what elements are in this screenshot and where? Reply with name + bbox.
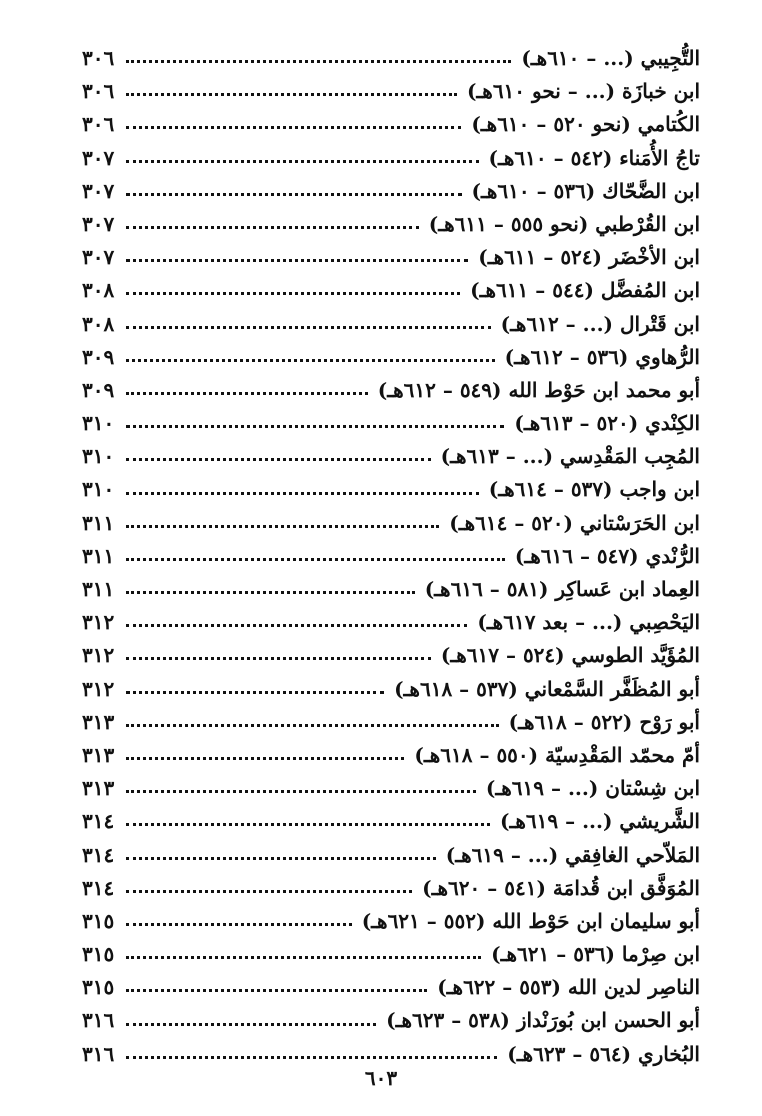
dot-leader xyxy=(126,1056,497,1059)
entry-page-number: ٣١٤ xyxy=(82,842,115,867)
entry-title: المُوَفَّق ابن قُدامَة (٥٤١ – ٦٢٠هـ) xyxy=(422,875,700,900)
entry-title: الكِنْدي (٥٢٠ – ٦١٣هـ) xyxy=(514,411,700,436)
toc-entry xyxy=(82,108,700,141)
entry-page-number: ٣١٦ xyxy=(82,1008,115,1033)
toc-entry xyxy=(82,175,700,208)
dot-leader xyxy=(126,525,439,528)
entry-title: أبو الحسن ابن بُورَنْداز (٥٣٨ – ٦٢٣هـ) xyxy=(386,1008,700,1033)
entry-title: ابن الحَرَسْتاني (٥٢٠ – ٦١٤هـ) xyxy=(449,510,700,535)
entry-page-number: ٣٠٩ xyxy=(82,377,115,402)
entry-title: الكُتامي (نحو ٥٢٠ – ٦١٠هـ) xyxy=(471,112,700,137)
entry-page-number: ٣١٢ xyxy=(82,610,115,635)
toc-entry xyxy=(82,208,700,241)
toc-entry xyxy=(82,706,700,739)
entry-title: الرُّهاوي (٥٣٦ – ٦١٢هـ) xyxy=(504,344,700,369)
toc-entry xyxy=(82,573,700,606)
dot-leader xyxy=(126,989,427,992)
toc-entry xyxy=(82,241,700,274)
toc-entry xyxy=(82,739,700,772)
dot-leader xyxy=(126,1023,376,1026)
dot-leader xyxy=(126,326,491,329)
toc-entry xyxy=(82,142,700,175)
toc-entry xyxy=(82,971,700,1004)
toc-entry xyxy=(82,673,700,706)
entry-title: أبو سليمان ابن حَوْط الله (٥٥٢ – ٦٢١هـ) xyxy=(361,908,700,933)
entry-title: ابن الضَّحّاك (٥٣٦ – ٦١٠هـ) xyxy=(471,178,700,203)
dot-leader xyxy=(126,823,490,826)
toc-entry xyxy=(82,839,700,872)
entry-page-number: ٣٠٦ xyxy=(82,112,115,137)
entry-page-number: ٣٠٧ xyxy=(82,211,115,236)
entry-title: المُجِب المَقْدِسي (... – ٦١٣هـ) xyxy=(440,444,700,469)
toc-entry xyxy=(82,772,700,805)
entry-title: البُخاري (٥٦٤ – ٦٢٣هـ) xyxy=(507,1041,700,1066)
entry-page-number: ٣١٢ xyxy=(82,676,115,701)
entry-page-number: ٣١٢ xyxy=(82,643,115,668)
entry-page-number: ٣٠٩ xyxy=(82,344,115,369)
toc-entry xyxy=(82,308,700,341)
table-of-contents xyxy=(82,42,700,1071)
entry-page-number: ٣١٥ xyxy=(82,975,115,1000)
entry-title: ابن شِسْتان (... – ٦١٩هـ) xyxy=(485,776,700,801)
entry-page-number: ٣٠٨ xyxy=(82,278,115,303)
entry-page-number: ٣١٣ xyxy=(82,709,115,734)
entry-page-number: ٣٠٦ xyxy=(82,79,115,104)
entry-title: المُؤَيَّد الطوسي (٥٢٤ – ٦١٧هـ) xyxy=(440,643,700,668)
entry-page-number: ٣١٥ xyxy=(82,942,115,967)
toc-entry xyxy=(82,42,700,75)
entry-page-number: ٣٠٦ xyxy=(82,46,115,70)
dot-leader xyxy=(126,890,412,893)
entry-page-number: ٣٠٨ xyxy=(82,311,115,336)
entry-title: الناصِر لدين الله (٥٥٣ – ٦٢٢هـ) xyxy=(437,975,700,1000)
entry-title: أمّ محمّد المَقْدِسيّة (٥٥٠ – ٦١٨هـ) xyxy=(414,742,700,767)
toc-entry xyxy=(82,540,700,573)
entry-page-number: ٣٠٧ xyxy=(82,178,115,203)
entry-page-number: ٣١٤ xyxy=(82,875,115,900)
entry-page-number: ٣١٠ xyxy=(82,411,115,436)
dot-leader xyxy=(126,724,499,727)
entry-title: التُّجِيبي (... – ٦١٠هـ) xyxy=(521,46,700,70)
entry-page-number: ٣٠٧ xyxy=(82,245,115,270)
toc-entry xyxy=(82,1004,700,1037)
toc-entry xyxy=(82,407,700,440)
toc-entry xyxy=(82,341,700,374)
entry-page-number: ٣١٣ xyxy=(82,776,115,801)
dot-leader xyxy=(126,359,495,362)
entry-page-number: ٣١٤ xyxy=(82,809,115,834)
entry-title: الرُّنْدي (٥٤٧ – ٦١٦هـ) xyxy=(514,543,700,568)
toc-entry xyxy=(82,440,700,473)
dot-leader xyxy=(126,226,419,229)
toc-entry xyxy=(82,473,700,506)
dot-leader xyxy=(126,691,384,694)
dot-leader xyxy=(126,790,476,793)
entry-title: أبو محمد ابن حَوْط الله (٥٤٩ – ٦١٢هـ) xyxy=(377,377,700,402)
toc-entry xyxy=(82,374,700,407)
entry-title: أبو رَوْح (٥٢٢ – ٦١٨هـ) xyxy=(508,709,700,734)
toc-entry xyxy=(82,639,700,672)
dot-leader xyxy=(126,757,404,760)
toc-entry xyxy=(82,75,700,108)
dot-leader xyxy=(126,624,467,627)
entry-page-number: ٣١١ xyxy=(82,510,115,535)
entry-page-number: ٣٠٧ xyxy=(82,145,115,170)
dot-leader xyxy=(126,492,479,495)
toc-entry xyxy=(82,274,700,307)
dot-leader xyxy=(126,458,431,461)
dot-leader xyxy=(126,857,436,860)
dot-leader xyxy=(126,292,460,295)
entry-title: ابن صِرْما (٥٣٦ – ٦٢١هـ) xyxy=(491,942,700,967)
page-number: ٦٠٣ xyxy=(364,1066,398,1090)
dot-leader xyxy=(126,160,479,163)
dot-leader xyxy=(126,259,468,262)
entry-title: اليَحْصِبي (... – بعد ٦١٧هـ) xyxy=(477,610,700,635)
toc-entry xyxy=(82,905,700,938)
dot-leader xyxy=(126,193,462,196)
entry-title: تاجُ الأُمَناء (٥٤٢ – ٦١٠هـ) xyxy=(488,145,700,170)
entry-page-number: ٣١٦ xyxy=(82,1041,115,1066)
entry-title: ابن قَتْرال (... – ٦١٢هـ) xyxy=(500,311,700,336)
entry-title: أبو المُظَفَّر السَّمْعاني (٥٣٧ – ٦١٨هـ) xyxy=(394,676,700,701)
entry-page-number: ٣١٥ xyxy=(82,908,115,933)
entry-page-number: ٣١١ xyxy=(82,543,115,568)
entry-title: ابن المُفضَّل (٥٤٤ – ٦١١هـ) xyxy=(470,278,700,303)
toc-entry xyxy=(82,507,700,540)
dot-leader xyxy=(126,956,481,959)
dot-leader xyxy=(126,591,415,594)
dot-leader xyxy=(126,392,368,395)
dot-leader xyxy=(126,558,505,561)
entry-page-number: ٣١١ xyxy=(82,577,115,601)
dot-leader xyxy=(126,126,461,129)
dot-leader xyxy=(126,657,431,660)
dot-leader xyxy=(126,923,352,926)
toc-entry xyxy=(82,606,700,639)
entry-title: ابن الأخْضَر (٥٢٤ – ٦١١هـ) xyxy=(478,245,700,270)
toc-entry xyxy=(82,805,700,838)
dot-leader xyxy=(126,93,457,96)
entry-title: ابن واجب (٥٣٧ – ٦١٤هـ) xyxy=(488,477,700,502)
entry-page-number: ٣١٠ xyxy=(82,477,115,502)
toc-entry xyxy=(82,938,700,971)
toc-entry xyxy=(82,872,700,905)
entry-title: المَلاّحي الغافِقي (... – ٦١٩هـ) xyxy=(445,842,700,867)
entry-title: ابن القُرْطبي (نحو ٥٥٥ – ٦١١هـ) xyxy=(428,211,700,236)
entry-title: العِماد ابن عَساكِر (٥٨١ – ٦١٦هـ) xyxy=(424,577,700,601)
dot-leader xyxy=(126,60,511,63)
entry-title: ابن خبازَة (... – نحو ٦١٠هـ) xyxy=(466,79,700,104)
dot-leader xyxy=(126,425,504,428)
entry-page-number: ٣١٣ xyxy=(82,742,115,767)
entry-page-number: ٣١٠ xyxy=(82,444,115,469)
entry-title: الشَّريشي (... – ٦١٩هـ) xyxy=(500,809,700,834)
